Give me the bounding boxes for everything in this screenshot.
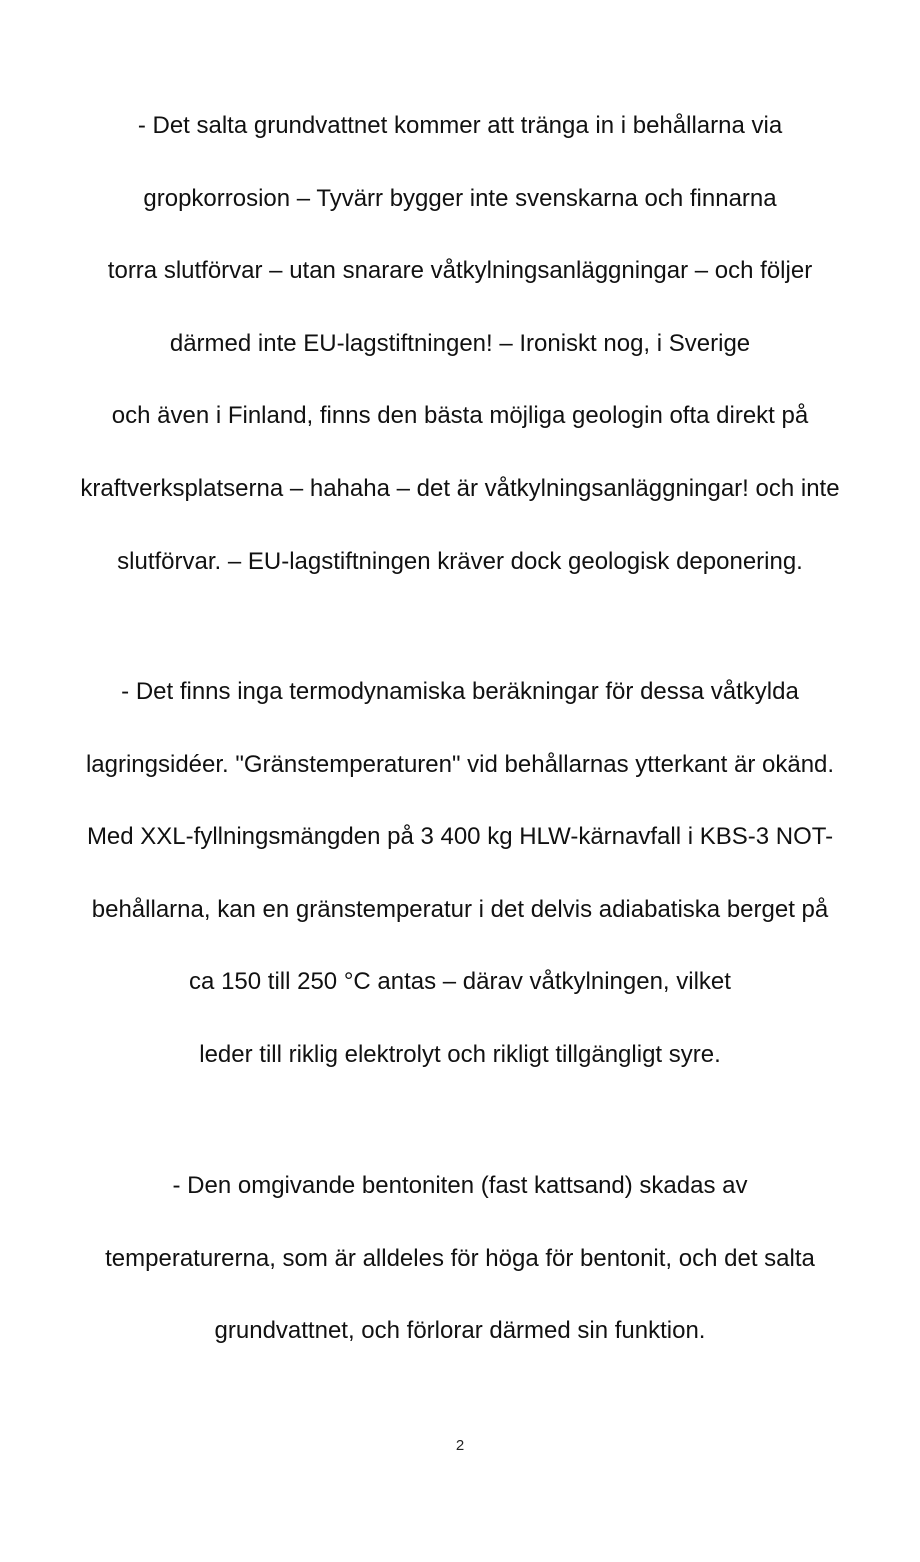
text-line: behållarna, kan en gränstemperatur i det delvis adiabatiska berget på — [91, 895, 829, 923]
text-line: därmed inte EU-lagstiftningen! – Ironiskt nog, i Sverige — [169, 329, 751, 357]
text-line: slutförvar. – EU-lagstiftningen kräver dock geologisk deponering. — [117, 547, 803, 575]
text-line: kraftverksplatserna – hahaha – det är våtkylningsanläggningar! och inte — [80, 474, 840, 502]
text-line: gropkorrosion – Tyvärr bygger inte svenskarna och finnarna — [143, 184, 777, 212]
text-line: torra slutförvar – utan snarare våtkylningsanläggningar – och följer — [107, 257, 813, 285]
text-line: leder till riklig elektrolyt och rikligt tillgängligt syre. — [199, 1040, 721, 1068]
text-line: Med XXL-fyllningsmängden på 3 400 kg HLW-kärnavfall i KBS-3 NOT- — [86, 823, 834, 851]
paragraph-thermodynamics — [0, 656, 920, 1092]
text-line: - Det finns inga termodynamiska beräkningar för dessa våtkylda — [121, 678, 799, 705]
text-line: temperaturerna, som är alldeles för höga för bentonit, och det salta — [105, 1244, 815, 1272]
paragraph-bentonite — [0, 1150, 920, 1368]
page-number: 2 — [455, 1437, 465, 1454]
text-line: - Den omgivande bentoniten (fast kattsand) skadas av — [172, 1172, 748, 1199]
paragraph-groundwater-corrosion — [0, 90, 920, 598]
text-line: och även i Finland, finns den bästa möjliga geologin ofta direkt på — [111, 402, 809, 430]
text-line: ca 150 till 250 °C antas – därav våtkylningen, vilket — [189, 968, 731, 996]
text-line: lagringsidéer. "Gränstemperaturen" vid behållarnas ytterkant är okänd. — [85, 750, 835, 778]
text-line: - Det salta grundvattnet kommer att tränga in i behållarna via — [137, 112, 783, 139]
text-line: grundvattnet, och förlorar därmed sin funktion. — [214, 1317, 706, 1345]
